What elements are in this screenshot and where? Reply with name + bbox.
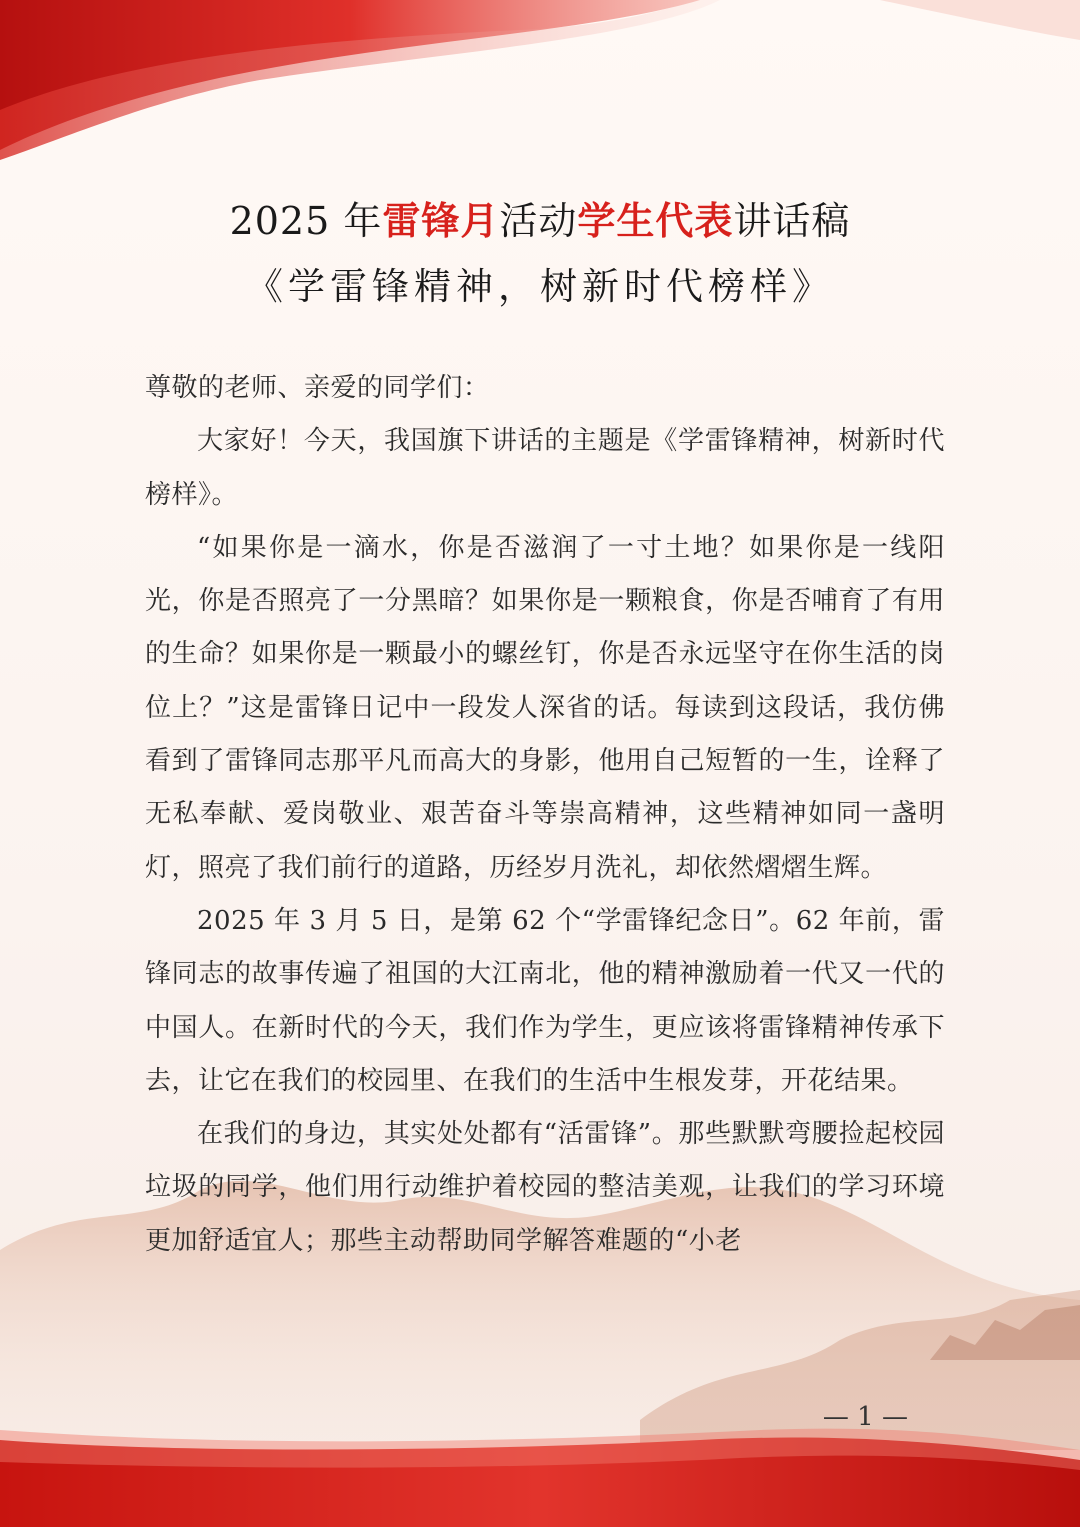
title-speech: 讲话稿 [733, 199, 851, 243]
salutation: 尊敬的老师、亲爱的同学们： [145, 373, 490, 403]
title-block [0, 188, 1080, 320]
document-subtitle: 《学雷锋精神，树新时代榜样》 [246, 265, 834, 308]
page-number: — 1 — [822, 1402, 908, 1432]
title-keyword-leifeng-month: 雷锋月 [382, 199, 500, 243]
title-activity: 活动 [499, 199, 578, 243]
document-title [0, 188, 1080, 254]
paragraph: 大家好！今天，我国旗下讲话的主题是《学雷锋精神，树新时代榜样》。 [145, 426, 945, 510]
paragraph: 在我们的身边，其实处处都有“活雷锋”。那些默默弯腰捡起校园垃圾的同学，他们用行动维护着校园的整洁美观，让我们的学习环境更加舒适宜人；那些主动帮助同学解答难题的“小老 [145, 1119, 945, 1256]
speech-body [145, 362, 945, 1268]
title-year: 2025 年 [229, 199, 383, 243]
paragraph: 2025 年 3 月 5 日，是第 62 个“学雷锋纪念日”。62 年前，雷锋同志的故事传遍了祖国的大江南北，他的精神激励着一代又一代的中国人。在新时代的今天，我们作为学生，更应该将雷锋精神传承下去，让它在我们的校园里、在我们的生活中生根发芽，开花结果。 [145, 905, 945, 1096]
title-keyword-student-rep: 学生代表 [577, 199, 734, 243]
paragraph: “如果你是一滴水，你是否滋润了一寸土地？如果你是一线阳光，你是否照亮了一分黑暗？如果你是一颗粮食，你是否哺育了有用的生命？如果你是一颗最小的螺丝钉，你是否永远坚守在你生活的岗位上？”这是雷锋日记中一段发人深省的话。每读到这段话，我仿佛看到了雷锋同志那平凡而高大的身影，他用自己短暂的一生，诠释了无私奉献、爱岗敬业、艰苦奋斗等崇高精神，这些精神如同一盏明灯，照亮了我们前行的道路，历经岁月洗礼，却依然熠熠生辉。 [145, 532, 945, 883]
